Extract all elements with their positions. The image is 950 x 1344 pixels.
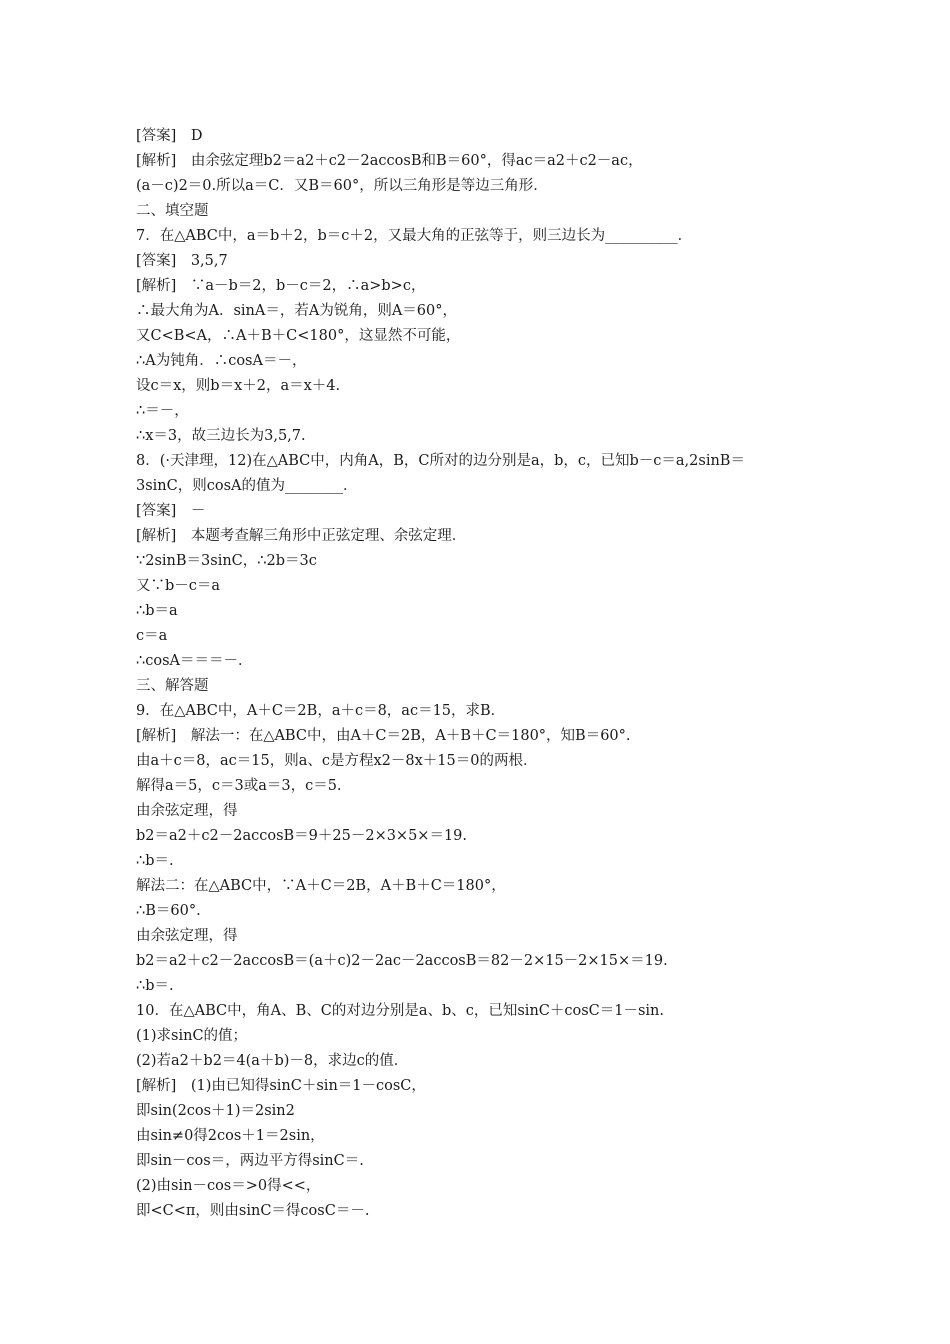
text-line: [答案] －	[136, 503, 206, 519]
text-line: ∴cosA＝＝＝－．	[136, 653, 253, 669]
text-line: 解得a＝5，c＝3或a＝3，c＝5.	[136, 778, 342, 794]
text-line: ∵2sinB＝3sinC，∴2b＝3c	[136, 553, 317, 569]
text-line: 即sin(2cos＋1)＝2sin2	[136, 1103, 295, 1119]
text-line: 10．在△ABC中，角A、B、C的对边分别是a、b、c，已知sinC＋cosC＝1－sin.	[136, 1003, 665, 1019]
text-line: 解法二：在△ABC中，∵A＋C＝2B，A＋B＋C＝180°，	[136, 878, 506, 894]
text-line: 由余弦定理，得	[136, 928, 238, 944]
text-line: [解析] ∵a－b＝2，b－c＝2，∴a>b>c，	[136, 278, 426, 294]
text-line: [解析] (1)由已知得sinC＋sin＝1－cosC，	[136, 1078, 426, 1094]
text-line: 由sin≠0得2cos＋1＝2sin，	[136, 1128, 325, 1144]
text-line: (a－c)2＝0.所以a＝C．又B＝60°，所以三角形是等边三角形．	[136, 178, 548, 194]
text-line: (2)若a2＋b2＝4(a＋b)－8，求边c的值．	[136, 1053, 409, 1069]
text-line: [答案] D	[136, 128, 203, 144]
text-line: 7．在△ABC中，a＝b＋2，b＝c＋2，又最大角的正弦等于，则三边长为__________．	[136, 228, 693, 244]
text-line: (1)求sinC的值；	[136, 1028, 248, 1044]
text-line: 8．(·天津理，12)在△ABC中，内角A，B，C所对的边分别是a，b，c，已知b－c＝a,2sinB＝	[136, 453, 745, 469]
text-line: ∴最大角为A．sinA＝，若A为锐角，则A＝60°，	[136, 303, 458, 319]
text-line: ∴＝－，	[136, 403, 189, 419]
text-line: b2＝a2＋c2－2accosB＝9＋25－2×3×5×＝19.	[136, 828, 468, 844]
text-line: 三、解答题	[136, 678, 209, 694]
text-line: b2＝a2＋c2－2accosB＝(a＋c)2－2ac－2accosB＝82－2×15－2×15×＝19.	[136, 953, 668, 969]
text-line: 二、填空题	[136, 203, 209, 219]
text-line: [解析] 解法一：在△ABC中，由A＋C＝2B，A＋B＋C＝180°，知B＝60°.	[136, 728, 631, 744]
text-line: 由a＋c＝8，ac＝15，则a、c是方程x2－8x＋15＝0的两根．	[136, 753, 538, 769]
text-line: ∴b＝a	[136, 603, 178, 619]
text-line: [解析] 由余弦定理b2＝a2＋c2－2accosB和B＝60°，得ac＝a2＋c2－ac，	[136, 153, 643, 169]
text-line: ∴B＝60°.	[136, 903, 201, 919]
text-line: 9．在△ABC中，A＋C＝2B，a＋c＝8，ac＝15，求B．	[136, 703, 506, 719]
text-line: 3sinC，则cosA的值为________．	[136, 478, 358, 494]
text-line: (2)由sin－cos＝>0得<<，	[136, 1178, 321, 1194]
text-line: 设c＝x，则b＝x＋2，a＝x＋4.	[136, 378, 341, 394]
text-line: ∴A为钝角．∴cosA＝－，	[136, 353, 307, 369]
text-line: 即<C<π，则由sinC＝得cosC＝－.	[136, 1203, 370, 1219]
text-line: 又C<B<A，∴A＋B＋C<180°，这显然不可能，	[136, 328, 461, 344]
text-line: c＝a	[136, 628, 168, 644]
text-line: 由余弦定理，得	[136, 803, 238, 819]
text-line: [答案] 3,5,7	[136, 253, 228, 269]
text-line: ∴x＝3，故三边长为3,5,7.	[136, 428, 306, 444]
document-body	[136, 124, 826, 1224]
text-line: 即sin－cos＝，两边平方得sinC＝.	[136, 1153, 364, 1169]
text-line: ∴b＝.	[136, 978, 174, 994]
text-line: ∴b＝.	[136, 853, 174, 869]
text-line: [解析] 本题考查解三角形中正弦定理、余弦定理．	[136, 528, 467, 544]
text-line: 又∵b－c＝a	[136, 578, 221, 594]
